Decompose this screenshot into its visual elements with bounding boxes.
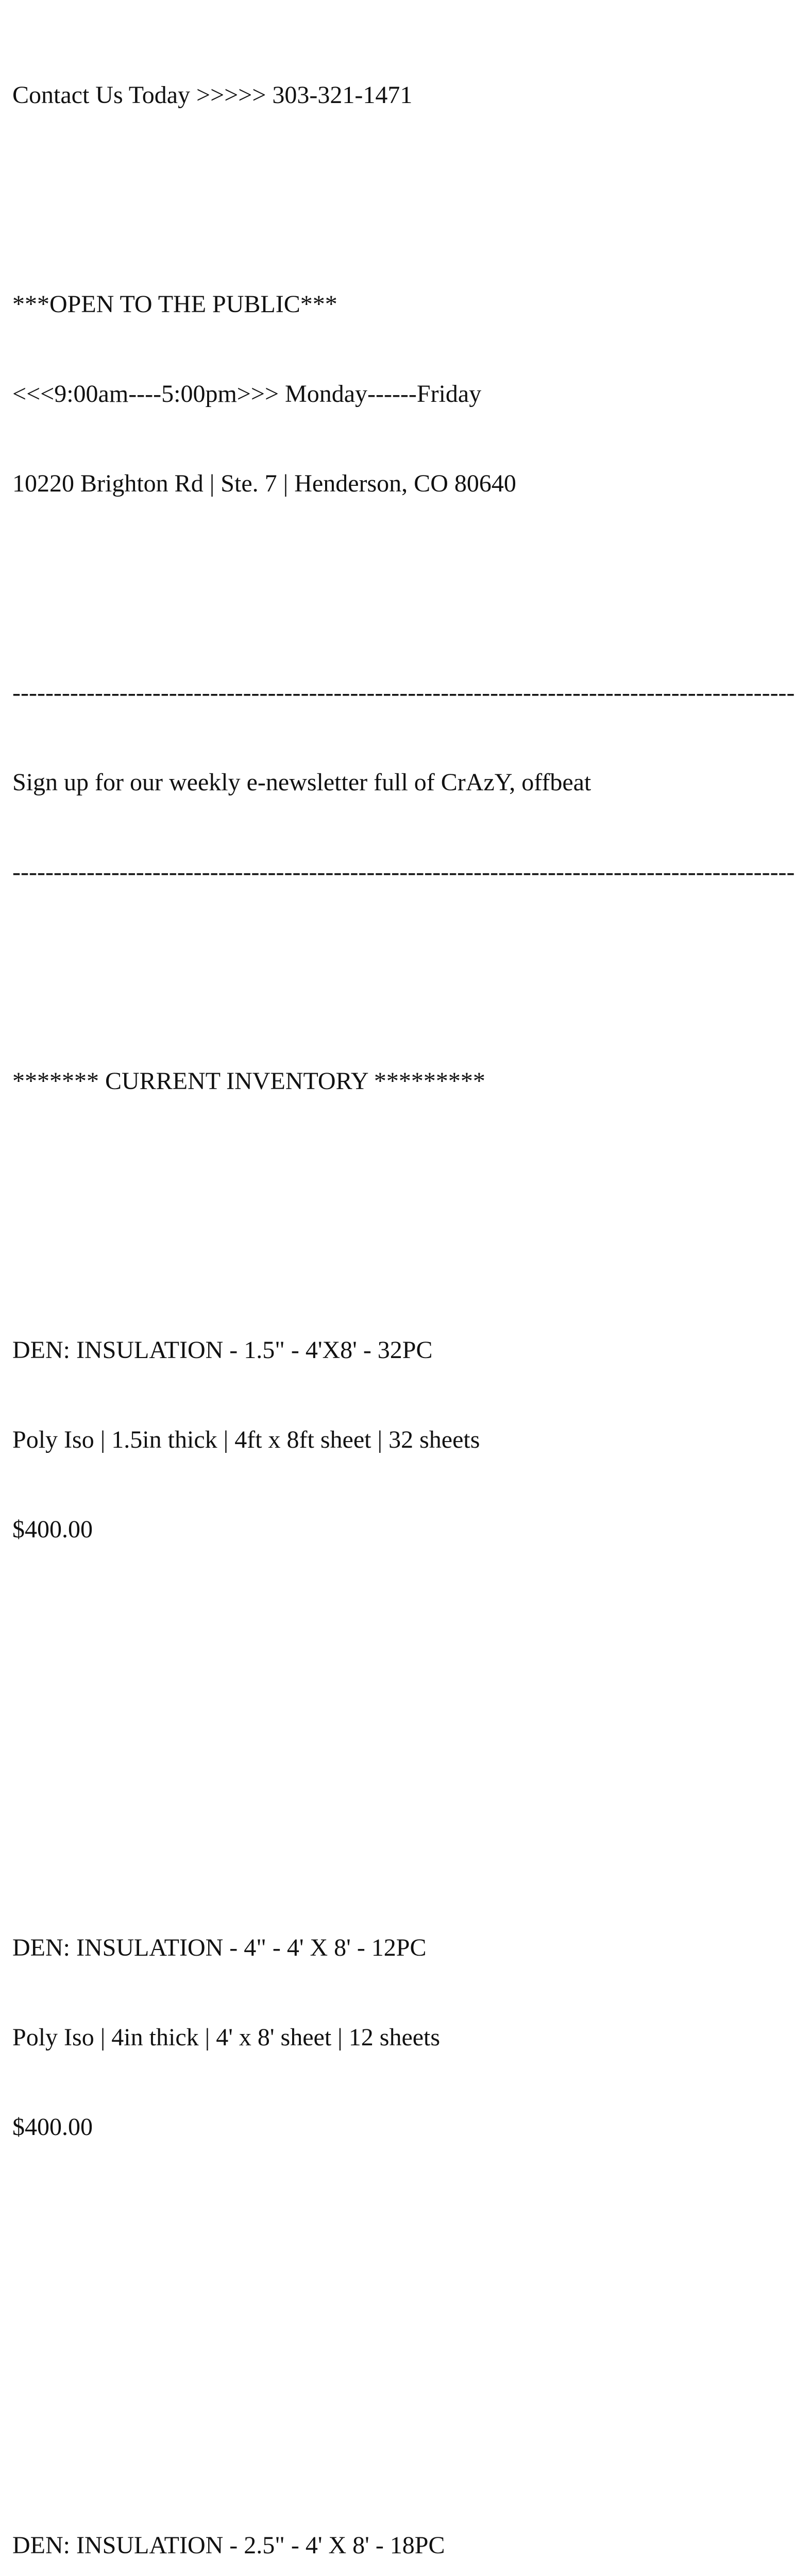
inventory-item xyxy=(12,2471,685,2576)
item-title: DEN: INSULATION - 2.5" - 4' X 8' - 18PC xyxy=(12,2532,445,2559)
newsletter-signup-text: Sign up for our weekly e-newsletter full of CrAzY, offbeat xyxy=(12,769,591,796)
spacer xyxy=(12,2262,685,2292)
divider-bottom: ----------------------------------------------------------------------------------------------- xyxy=(12,858,795,886)
listing-document xyxy=(12,21,795,2576)
contact-line: Contact Us Today >>>>> 303-321-1471 xyxy=(12,81,413,109)
item-description: Poly Iso | 4in thick | 4' x 8' sheet | 12 sheets xyxy=(12,2024,441,2051)
spacer xyxy=(12,1156,685,1186)
item-title: DEN: INSULATION - 4" - 4' X 8' - 12PC xyxy=(12,1934,427,1961)
item-price: $400.00 xyxy=(12,1516,93,1543)
divider-top: ----------------------------------------------------------------------------------------------- xyxy=(12,679,795,706)
item-price: $400.00 xyxy=(12,2113,93,2141)
spacer xyxy=(12,558,685,588)
spacer xyxy=(12,170,685,200)
spacer xyxy=(12,1754,685,1784)
inventory-heading: ******* CURRENT INVENTORY ********* xyxy=(12,1067,485,1095)
spacer xyxy=(12,1664,685,1694)
item-title: DEN: INSULATION - 1.5" - 4'X8' - 32PC xyxy=(12,1336,433,1364)
inventory-item xyxy=(12,1873,685,2202)
spacer xyxy=(12,947,685,977)
open-notice: ***OPEN TO THE PUBLIC*** xyxy=(12,291,337,318)
spacer xyxy=(12,2351,685,2381)
address: 10220 Brighton Rd | Ste. 7 | Henderson, CO 80640 xyxy=(12,470,516,497)
business-hours: <<<9:00am----5:00pm>>> Monday------Friday xyxy=(12,380,482,408)
inventory-item xyxy=(12,1276,685,1604)
item-description: Poly Iso | 1.5in thick | 4ft x 8ft sheet | 32 sheets xyxy=(12,1426,480,1453)
